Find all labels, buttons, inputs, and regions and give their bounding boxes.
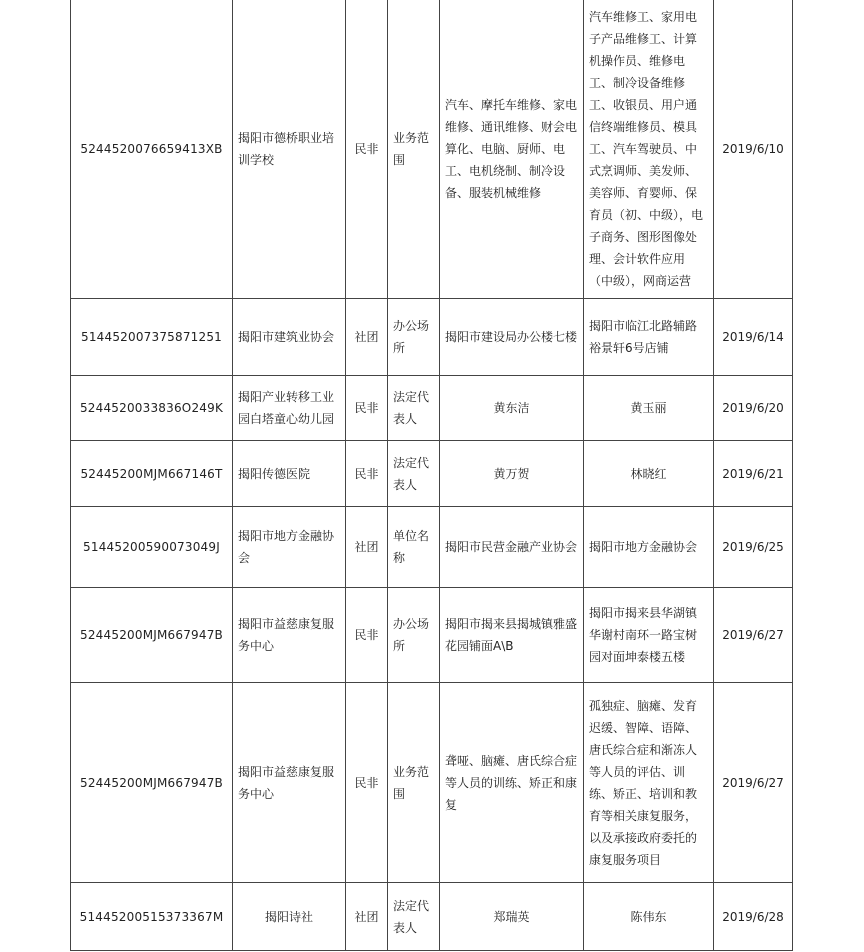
credit-code-cell: 52445200MJM667947B xyxy=(71,588,233,683)
org-change-table xyxy=(70,0,793,951)
date-cell: 2019/6/14 xyxy=(714,299,793,376)
date-cell: 2019/6/27 xyxy=(714,683,793,883)
after-change-cell: 揭阳市揭来县华湖镇华谢村南环一路宝树园对面坤泰楼五楼 xyxy=(584,588,714,683)
after-change-cell: 孤独症、脑瘫、发育迟缓、智障、语障、唐氏综合症和渐冻人等人员的评估、训练、矫正、培训和教育等相关康复服务，以及承接政府委托的康复服务项目 xyxy=(584,683,714,883)
after-change-cell: 揭阳市地方金融协会 xyxy=(584,507,714,588)
credit-code-cell: 51445200515373367M xyxy=(71,883,233,951)
date-cell: 2019/6/20 xyxy=(714,376,793,441)
org-name-cell: 揭阳市建筑业协会 xyxy=(233,299,346,376)
credit-code-cell: 5244520033836O249K xyxy=(71,376,233,441)
org-name-cell: 揭阳传德医院 xyxy=(233,441,346,507)
table-row xyxy=(71,588,793,683)
org-name-cell: 揭阳诗社 xyxy=(233,883,346,951)
org-type-cell: 民非 xyxy=(346,0,388,299)
after-change-cell: 黄玉丽 xyxy=(584,376,714,441)
date-cell: 2019/6/21 xyxy=(714,441,793,507)
org-type-cell: 社团 xyxy=(346,299,388,376)
date-cell: 2019/6/27 xyxy=(714,588,793,683)
credit-code-cell: 51445200590073049J xyxy=(71,507,233,588)
table-row xyxy=(71,507,793,588)
org-type-cell: 社团 xyxy=(346,883,388,951)
credit-code-cell: 52445200MJM667146T xyxy=(71,441,233,507)
change-item-cell: 业务范围 xyxy=(388,683,440,883)
table-row xyxy=(71,0,793,299)
after-change-cell: 林晓红 xyxy=(584,441,714,507)
change-item-cell: 业务范围 xyxy=(388,0,440,299)
change-item-cell: 办公场所 xyxy=(388,299,440,376)
date-cell: 2019/6/10 xyxy=(714,0,793,299)
credit-code-cell: 514452007375871251 xyxy=(71,299,233,376)
org-type-cell: 民非 xyxy=(346,683,388,883)
before-change-cell: 揭阳市民营金融产业协会 xyxy=(440,507,584,588)
date-cell: 2019/6/28 xyxy=(714,883,793,951)
org-name-cell: 揭阳市益慈康复服务中心 xyxy=(233,683,346,883)
after-change-cell: 揭阳市临江北路辅路裕景轩6号店铺 xyxy=(584,299,714,376)
before-change-cell: 聋哑、脑瘫、唐氏综合症等人员的训练、矫正和康复 xyxy=(440,683,584,883)
change-item-cell: 单位名称 xyxy=(388,507,440,588)
org-type-cell: 民非 xyxy=(346,441,388,507)
table-row xyxy=(71,441,793,507)
table-row xyxy=(71,883,793,951)
before-change-cell: 黄万贺 xyxy=(440,441,584,507)
credit-code-cell: 52445200MJM667947B xyxy=(71,683,233,883)
credit-code-cell: 5244520076659413XB xyxy=(71,0,233,299)
org-name-cell: 揭阳市德桥职业培训学校 xyxy=(233,0,346,299)
org-name-cell: 揭阳产业转移工业园白塔童心幼儿园 xyxy=(233,376,346,441)
before-change-cell: 揭阳市揭来县揭城镇雅盛花园铺面A\B xyxy=(440,588,584,683)
before-change-cell: 揭阳市建设局办公楼七楼 xyxy=(440,299,584,376)
org-name-cell: 揭阳市益慈康复服务中心 xyxy=(233,588,346,683)
change-item-cell: 法定代表人 xyxy=(388,441,440,507)
before-change-cell: 郑瑞英 xyxy=(440,883,584,951)
before-change-cell: 黄东洁 xyxy=(440,376,584,441)
org-type-cell: 社团 xyxy=(346,507,388,588)
after-change-cell: 陈伟东 xyxy=(584,883,714,951)
date-cell: 2019/6/25 xyxy=(714,507,793,588)
org-name-cell: 揭阳市地方金融协会 xyxy=(233,507,346,588)
table-row xyxy=(71,376,793,441)
table-row xyxy=(71,299,793,376)
before-change-cell: 汽车、摩托车维修、家电维修、通讯维修、财会电算化、电脑、厨师、电工、电机绕制、制冷设备、服装机械维修 xyxy=(440,0,584,299)
after-change-cell: 汽车维修工、家用电子产品维修工、计算机操作员、维修电工、制冷设备维修工、收银员、用户通信终端维修员、模具工、汽车驾驶员、中式烹调师、美发师、美容师、育婴师、保育员（初、中级），电子商务、图形图像处理、会计软件应用（中级），网商运营 xyxy=(584,0,714,299)
org-type-cell: 民非 xyxy=(346,376,388,441)
change-item-cell: 法定代表人 xyxy=(388,883,440,951)
change-item-cell: 办公场所 xyxy=(388,588,440,683)
table-row xyxy=(71,683,793,883)
change-item-cell: 法定代表人 xyxy=(388,376,440,441)
org-type-cell: 民非 xyxy=(346,588,388,683)
